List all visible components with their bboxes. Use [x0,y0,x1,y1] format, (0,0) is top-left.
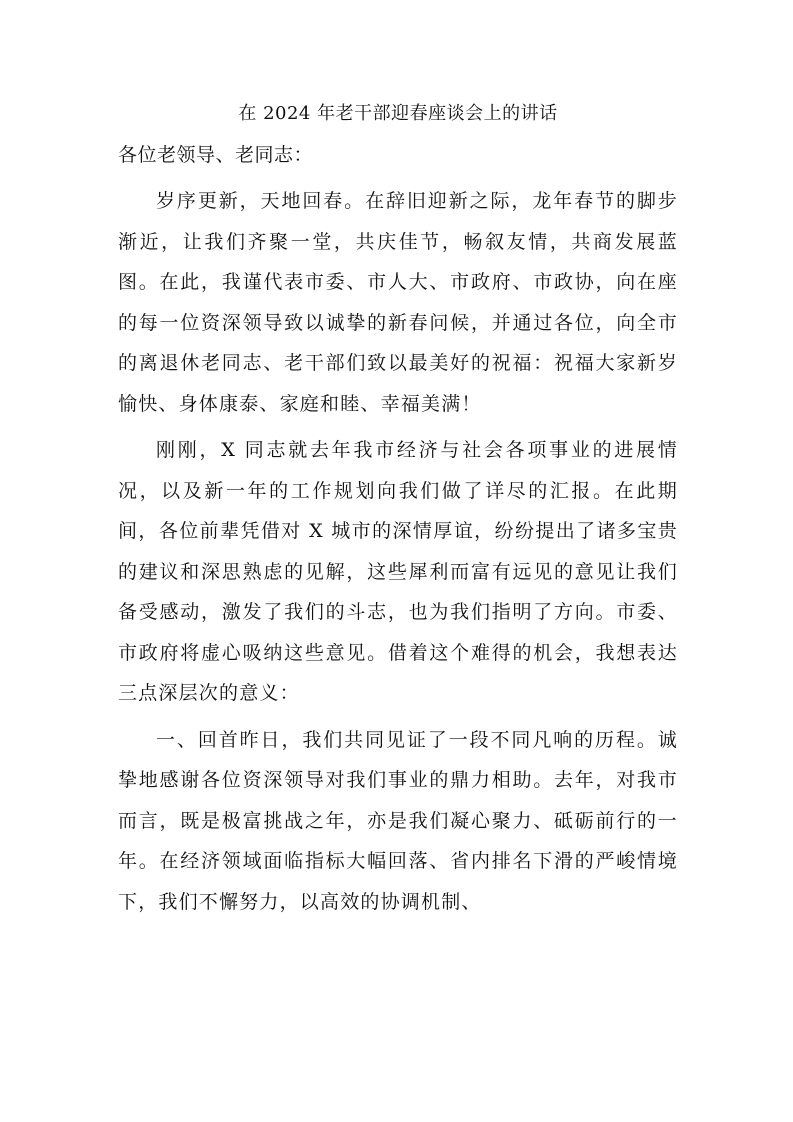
paragraph-point-one: 一、回首昨日，我们共同见证了一段不同凡响的历程。诚挚地感谢各位资深领导对我们事业的鼎力相助。去年，对我市而言，既是极富挑战之年，亦是我们凝心聚力、砥砺前行的一年。在经济领域面临指标大幅回落、省内排名下滑的严峻情境下，我们不懈努力，以高效的协调机制、 [118,728,678,913]
paragraph-opening-greeting: 岁序更新，天地回春。在辞旧迎新之际，龙年春节的脚步渐近，让我们齐聚一堂，共庆佳节，畅叙友情，共商发展蓝图。在此，我谨代表市委、市人大、市政府、市政协，向在座的每一位资深领导致以诚挚的新春问候，并通过各位，向全市的离退休老同志、老干部们致以最美好的祝福：祝福大家新岁愉快、身体康泰、家庭和睦、幸福美满！ [118,190,678,415]
document-body [118,94,678,928]
speech-title: 在 2024 年老干部迎春座谈会上的讲话 [238,103,558,124]
salutation: 各位老领导、老同志： [118,144,314,166]
paragraph-report-response: 刚刚，X 同志就去年我市经济与社会各项事业的进展情况，以及新一年的工作规划向我们做了详尽的汇报。在此期间，各位前辈凭借对 X 城市的深情厚谊，纷纷提出了诸多宝贵的建议和深思熟虑的见解，这些犀利而富有远见的意见让我们备受感动，激发了我们的斗志，也为我们指明了方向。市委、市政府将虚心吸纳这些意见。借着这个难得的机会，我想表达三点深层次的意义： [118,439,678,704]
